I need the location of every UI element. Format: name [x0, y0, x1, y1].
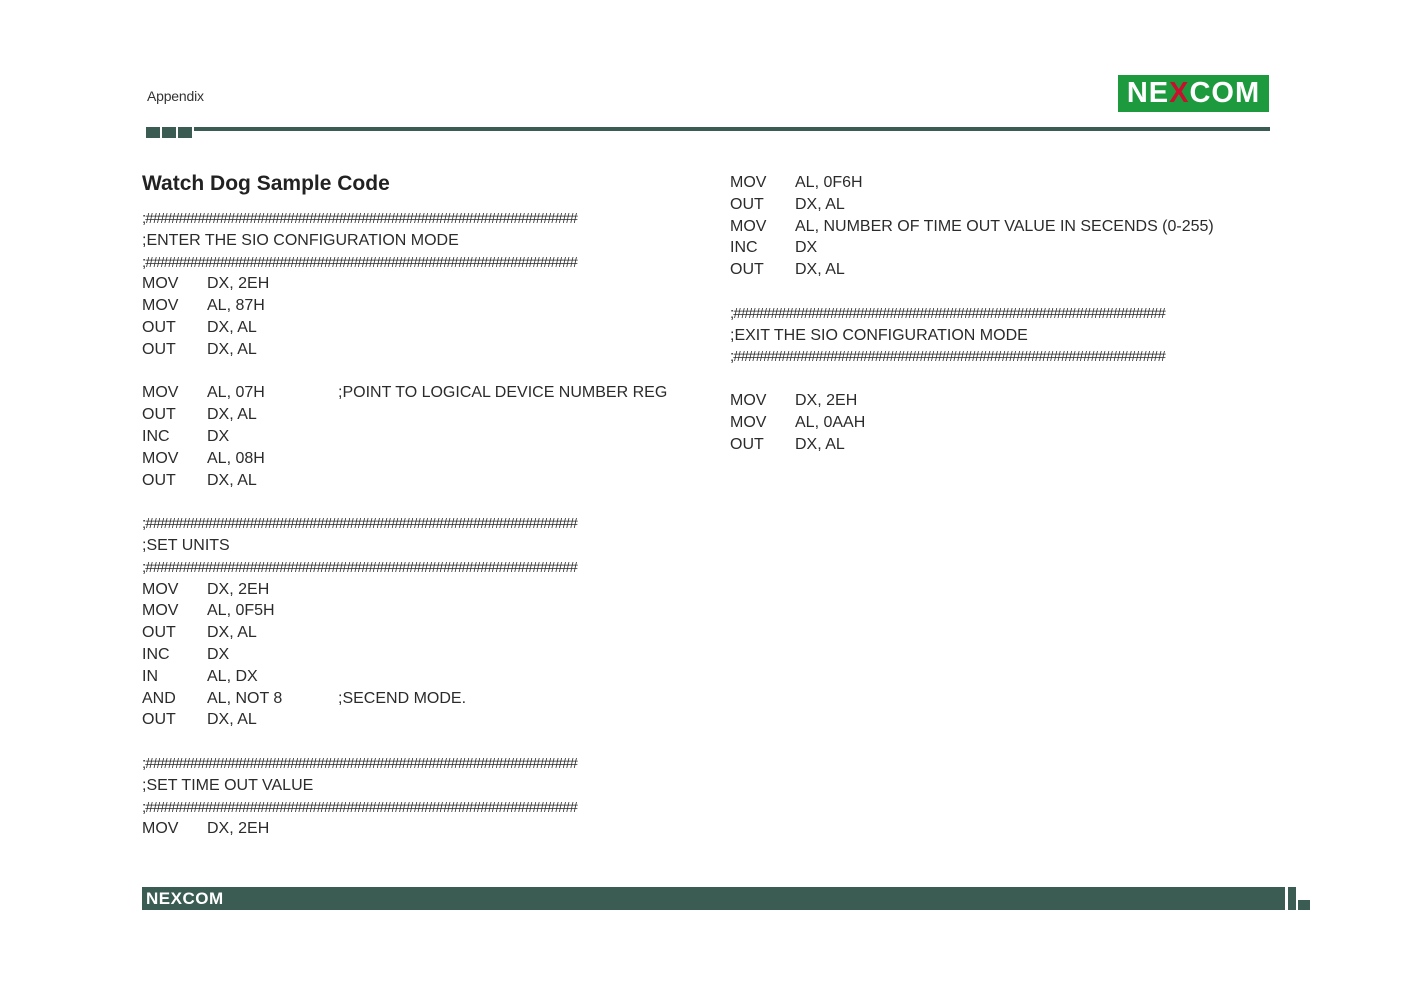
logo-text: NEXCOM — [1126, 77, 1261, 109]
operand: AL, DX — [207, 667, 258, 685]
separator-line: ;########################################################## — [142, 798, 577, 816]
operand: DX, AL — [795, 261, 845, 279]
code-column-left — [142, 208, 702, 840]
separator-line: ;########################################################## — [730, 348, 1165, 366]
code-line — [142, 404, 702, 426]
operand: AL, 07H — [207, 384, 265, 402]
operand: DX, AL — [207, 624, 257, 642]
code-line — [142, 448, 702, 470]
separator-line: ;########################################################## — [142, 253, 577, 271]
operand: DX, AL — [207, 340, 257, 358]
operand: DX — [207, 645, 230, 663]
separator-line: ;########################################################## — [730, 304, 1165, 322]
nexcom-logo — [1118, 75, 1269, 112]
footer-logo: NEXCOM — [146, 888, 224, 908]
operand: DX, AL — [207, 406, 257, 424]
code-comment: ;SECEND MODE. — [338, 689, 467, 707]
operand: DX, 2EH — [207, 820, 270, 838]
opcode: OUT — [142, 711, 176, 729]
operand: AL, 0F6H — [795, 174, 863, 191]
code-line — [730, 434, 1290, 456]
opcode: OUT — [142, 318, 176, 336]
blank-line — [730, 281, 1290, 303]
operand: AL, 0AAH — [795, 413, 866, 431]
operand: DX — [207, 427, 230, 445]
opcode: MOV — [142, 384, 179, 402]
code-line — [730, 259, 1290, 281]
comment-line: ;EXIT THE SIO CONFIGURATION MODE — [730, 326, 1028, 344]
opcode: INC — [142, 427, 170, 445]
opcode: MOV — [730, 217, 767, 235]
code-line — [142, 317, 702, 339]
operand: AL, NOT 8 — [207, 689, 283, 707]
footer-corner-mark — [1288, 887, 1310, 910]
separator-line: ;########################################################## — [142, 515, 577, 533]
footer-bar — [142, 887, 1285, 910]
comment-line: ;SET TIME OUT VALUE — [142, 776, 314, 794]
opcode: MOV — [142, 820, 179, 838]
comment-line: ;ENTER THE SIO CONFIGURATION MODE — [142, 231, 459, 249]
operand: DX, AL — [207, 711, 257, 729]
opcode: OUT — [142, 406, 176, 424]
operand: DX, 2EH — [795, 391, 858, 409]
opcode: MOV — [142, 449, 179, 467]
blank-line — [142, 731, 702, 753]
opcode: OUT — [142, 624, 176, 642]
header-blocks — [146, 127, 192, 138]
code-comment: ;POINT TO LOGICAL DEVICE NUMBER REG — [338, 384, 668, 402]
operand: DX — [795, 239, 818, 257]
page-title: Watch Dog Sample Code — [142, 172, 390, 195]
code-line — [142, 339, 702, 361]
code-line — [142, 644, 702, 666]
code-line — [142, 600, 702, 622]
opcode: MOV — [730, 391, 767, 409]
operand: DX, AL — [207, 318, 257, 336]
opcode: MOV — [730, 174, 767, 191]
operand: DX, AL — [795, 435, 845, 453]
opcode: MOV — [142, 602, 179, 620]
separator-line: ;########################################################## — [142, 754, 577, 772]
blank-line — [730, 368, 1290, 390]
code-line — [730, 216, 1290, 238]
code-line — [142, 709, 702, 731]
code-line — [142, 382, 702, 404]
operand: DX, 2EH — [207, 580, 270, 598]
section-label: Appendix — [147, 88, 204, 104]
opcode: OUT — [730, 435, 764, 453]
code-line — [142, 622, 702, 644]
operand: AL, 08H — [207, 449, 265, 467]
operand: DX, AL — [207, 471, 257, 489]
opcode: INC — [142, 645, 170, 663]
opcode: IN — [142, 667, 158, 685]
code-line — [142, 818, 702, 840]
code-line — [730, 237, 1290, 259]
code-line — [142, 688, 702, 710]
separator-line: ;########################################################## — [142, 210, 577, 227]
opcode: MOV — [730, 413, 767, 431]
operand: AL, 87H — [207, 297, 265, 315]
operand: DX, 2EH — [207, 275, 270, 293]
code-column-right — [730, 172, 1290, 455]
blank-line — [142, 361, 702, 383]
code-line — [142, 295, 702, 317]
opcode: MOV — [142, 275, 179, 293]
opcode: MOV — [142, 580, 179, 598]
opcode: AND — [142, 689, 176, 707]
opcode: OUT — [142, 471, 176, 489]
code-line — [142, 470, 702, 492]
opcode: INC — [730, 239, 758, 257]
code-line — [730, 412, 1290, 434]
code-line — [730, 194, 1290, 216]
code-line — [730, 390, 1290, 412]
separator-line: ;########################################################## — [142, 558, 577, 576]
operand: AL, NUMBER OF TIME OUT VALUE IN SECENDS (0-255) — [795, 217, 1214, 235]
code-line — [142, 426, 702, 448]
opcode: OUT — [142, 340, 176, 358]
operand: AL, 0F5H — [207, 602, 275, 620]
operand: DX, AL — [795, 195, 845, 213]
opcode: OUT — [730, 261, 764, 279]
code-line — [142, 666, 702, 688]
opcode: MOV — [142, 297, 179, 315]
opcode: OUT — [730, 195, 764, 213]
code-line — [142, 273, 702, 295]
blank-line — [142, 491, 702, 513]
code-line — [142, 579, 702, 601]
comment-line: ;SET UNITS — [142, 536, 230, 554]
code-line — [730, 172, 1290, 194]
header-rule — [194, 127, 1270, 131]
